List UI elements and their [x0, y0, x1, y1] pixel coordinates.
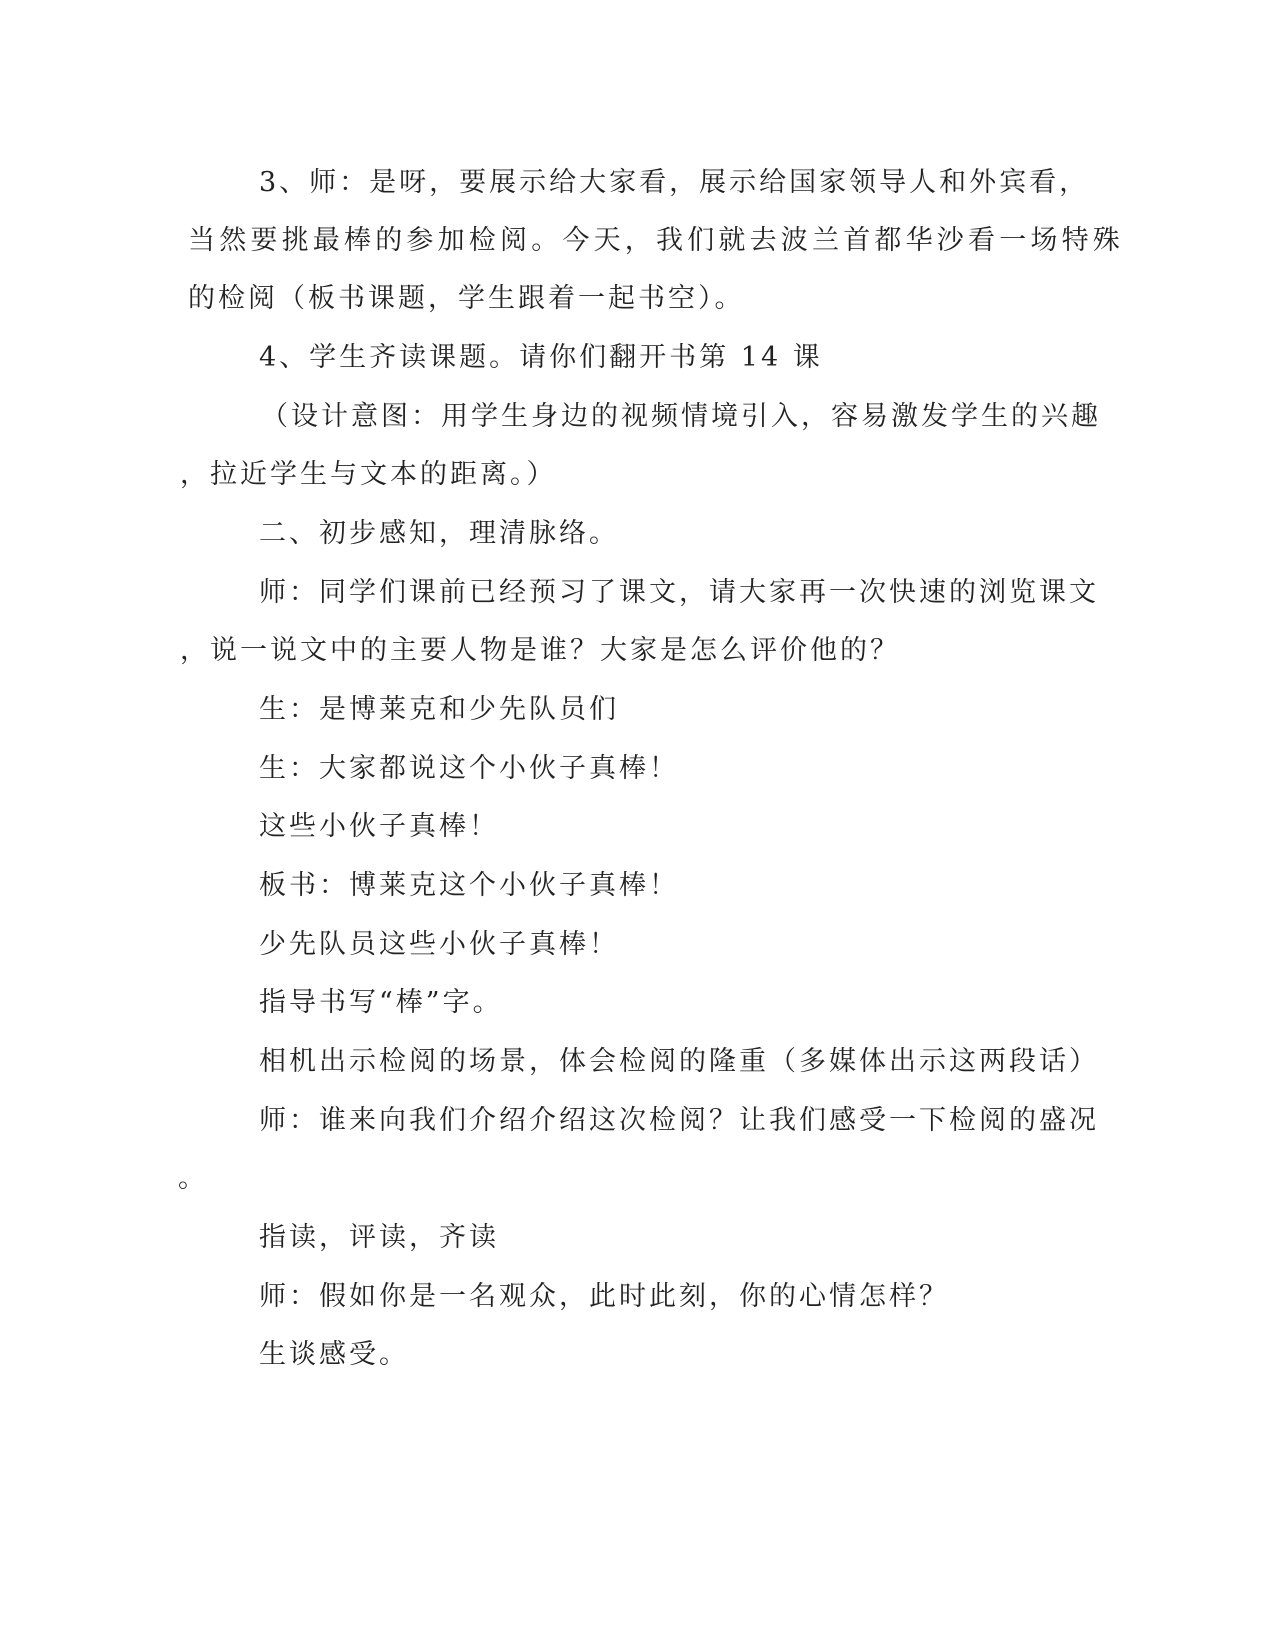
student-feelings: 生谈感受。 [259, 1339, 409, 1370]
scene-display: 相机出示检阅的场景，体会检阅的隆重（多媒体出示这两段话） [259, 1046, 1099, 1077]
design-intent-line-2: ，拉近学生与文本的距离。） [180, 459, 557, 490]
teacher-intro-line-2: 。 [178, 1163, 208, 1194]
reading-activities: 指读，评读，齐读 [259, 1222, 499, 1253]
blackboard-line-1: 板书：博莱克这个小伙子真棒！ [259, 870, 679, 901]
blackboard-line-2: 少先队员这些小伙子真棒！ [259, 929, 619, 960]
teacher-question-line-2: ，说一说文中的主要人物是谁？大家是怎么评价他的？ [180, 635, 900, 666]
teacher-feeling-question: 师：假如你是一名观众，此时此刻，你的心情怎样？ [259, 1281, 949, 1312]
paragraph-3-line-3: 的检阅（板书课题，学生跟着一起书空）。 [188, 283, 745, 314]
student-answer-2: 生：大家都说这个小伙子真棒！ [259, 753, 679, 784]
teacher-intro-line-1: 师：谁来向我们介绍介绍这次检阅？让我们感受一下检阅的盛况 [259, 1105, 1099, 1136]
paragraph-3-line-2: 当然要挑最棒的参加检阅。今天，我们就去波兰首都华沙看一场特殊 [188, 225, 1124, 256]
paragraph-3-line-1: 3、师：是呀，要展示给大家看，展示给国家领导人和外宾看， [259, 167, 1090, 198]
section-heading: 二、初步感知，理清脉络。 [259, 518, 619, 549]
praise-line: 这些小伙子真棒！ [259, 811, 499, 842]
teacher-question-line-1: 师：同学们课前已经预习了课文，请大家再一次快速的浏览课文 [259, 577, 1099, 608]
design-intent-line-1: （设计意图：用学生身边的视频情境引入，容易激发学生的兴趣 [261, 401, 1101, 432]
writing-guidance: 指导书写“棒”字。 [259, 987, 503, 1018]
paragraph-4: 4、学生齐读课题。请你们翻开书第 14 课 [259, 342, 823, 373]
student-answer-1: 生：是博莱克和少先队员们 [259, 694, 619, 725]
